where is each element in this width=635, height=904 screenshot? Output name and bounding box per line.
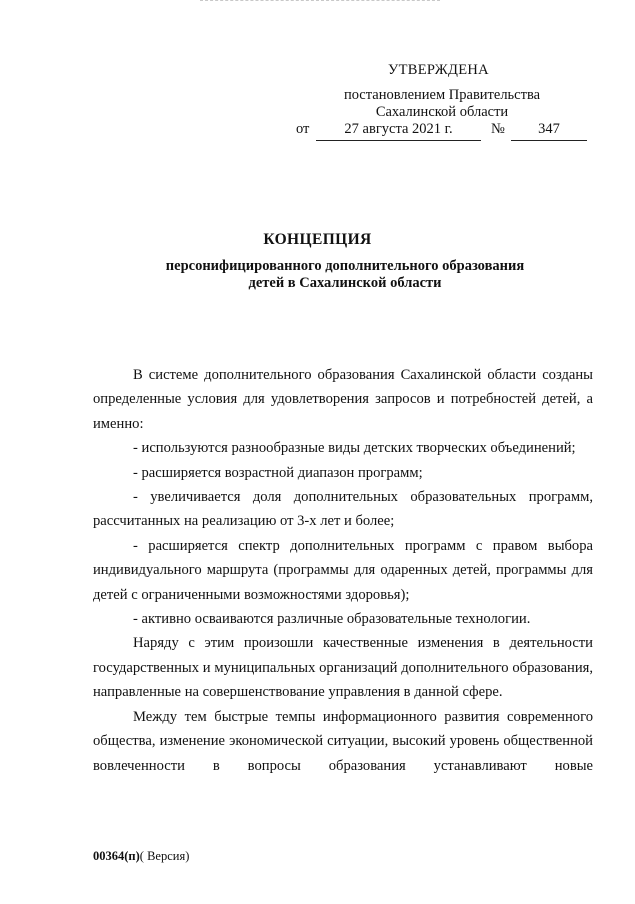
document-code: 00364(п) — [93, 849, 140, 863]
subtitle-line-2: детей в Сахалинской области — [248, 275, 442, 291]
list-item: - расширяется возрастной диапазон программ; — [133, 464, 423, 481]
date-label: от — [296, 121, 310, 137]
list-item: - используются разнообразные виды детских творческих объединений; — [133, 440, 576, 457]
body-paragraph: Между тем быстрые темпы информационного развития современного общества, изменение экономической ситуации, высокий уровень общественной вовлеченности в вопросы образования устанавливают новые — [93, 708, 593, 774]
list-item: - активно осваиваются различные образовательные технологии. — [133, 611, 531, 628]
document-title: КОНЦЕПЦИЯ — [263, 231, 372, 248]
decree-number: 347 — [511, 121, 587, 141]
approval-stamp-title: УТВЕРЖДЕНА — [388, 62, 489, 78]
list-item: - расширяется спектр дополнительных программ с правом выбора индивидуального маршрута (программы для одаренных детей, программы для детей с ограниченными возможностями здоровья); — [93, 537, 593, 603]
document-subtitle — [130, 258, 560, 292]
document-version: ( Версия) — [139, 849, 190, 863]
document-body — [93, 363, 593, 778]
footer-document-code — [93, 849, 189, 864]
scan-edge-mark — [200, 0, 440, 3]
decree-authority: постановлением Правительства — [343, 87, 541, 103]
body-paragraph: Наряду с этим произошли качественные изменения в деятельности государственных и муниципальных организаций дополнительного образования, направленные на совершенствование управления в данной сфере. — [93, 635, 593, 701]
decree-region: Сахалинской области — [375, 104, 509, 120]
body-paragraph: В системе дополнительного образования Сахалинской области созданы определенные условия для удовлетворения запросов и потребностей детей, а именно: — [93, 367, 593, 432]
list-item: - увеличивается доля дополнительных образовательных программ, рассчитанных на реализацию от 3-х лет и более; — [93, 489, 593, 530]
decree-date-number-line — [296, 121, 596, 143]
subtitle-line-1: персонифицированного дополнительного образования — [165, 258, 525, 274]
decree-date: 27 августа 2021 г. — [316, 121, 481, 141]
number-label: № — [491, 121, 505, 137]
